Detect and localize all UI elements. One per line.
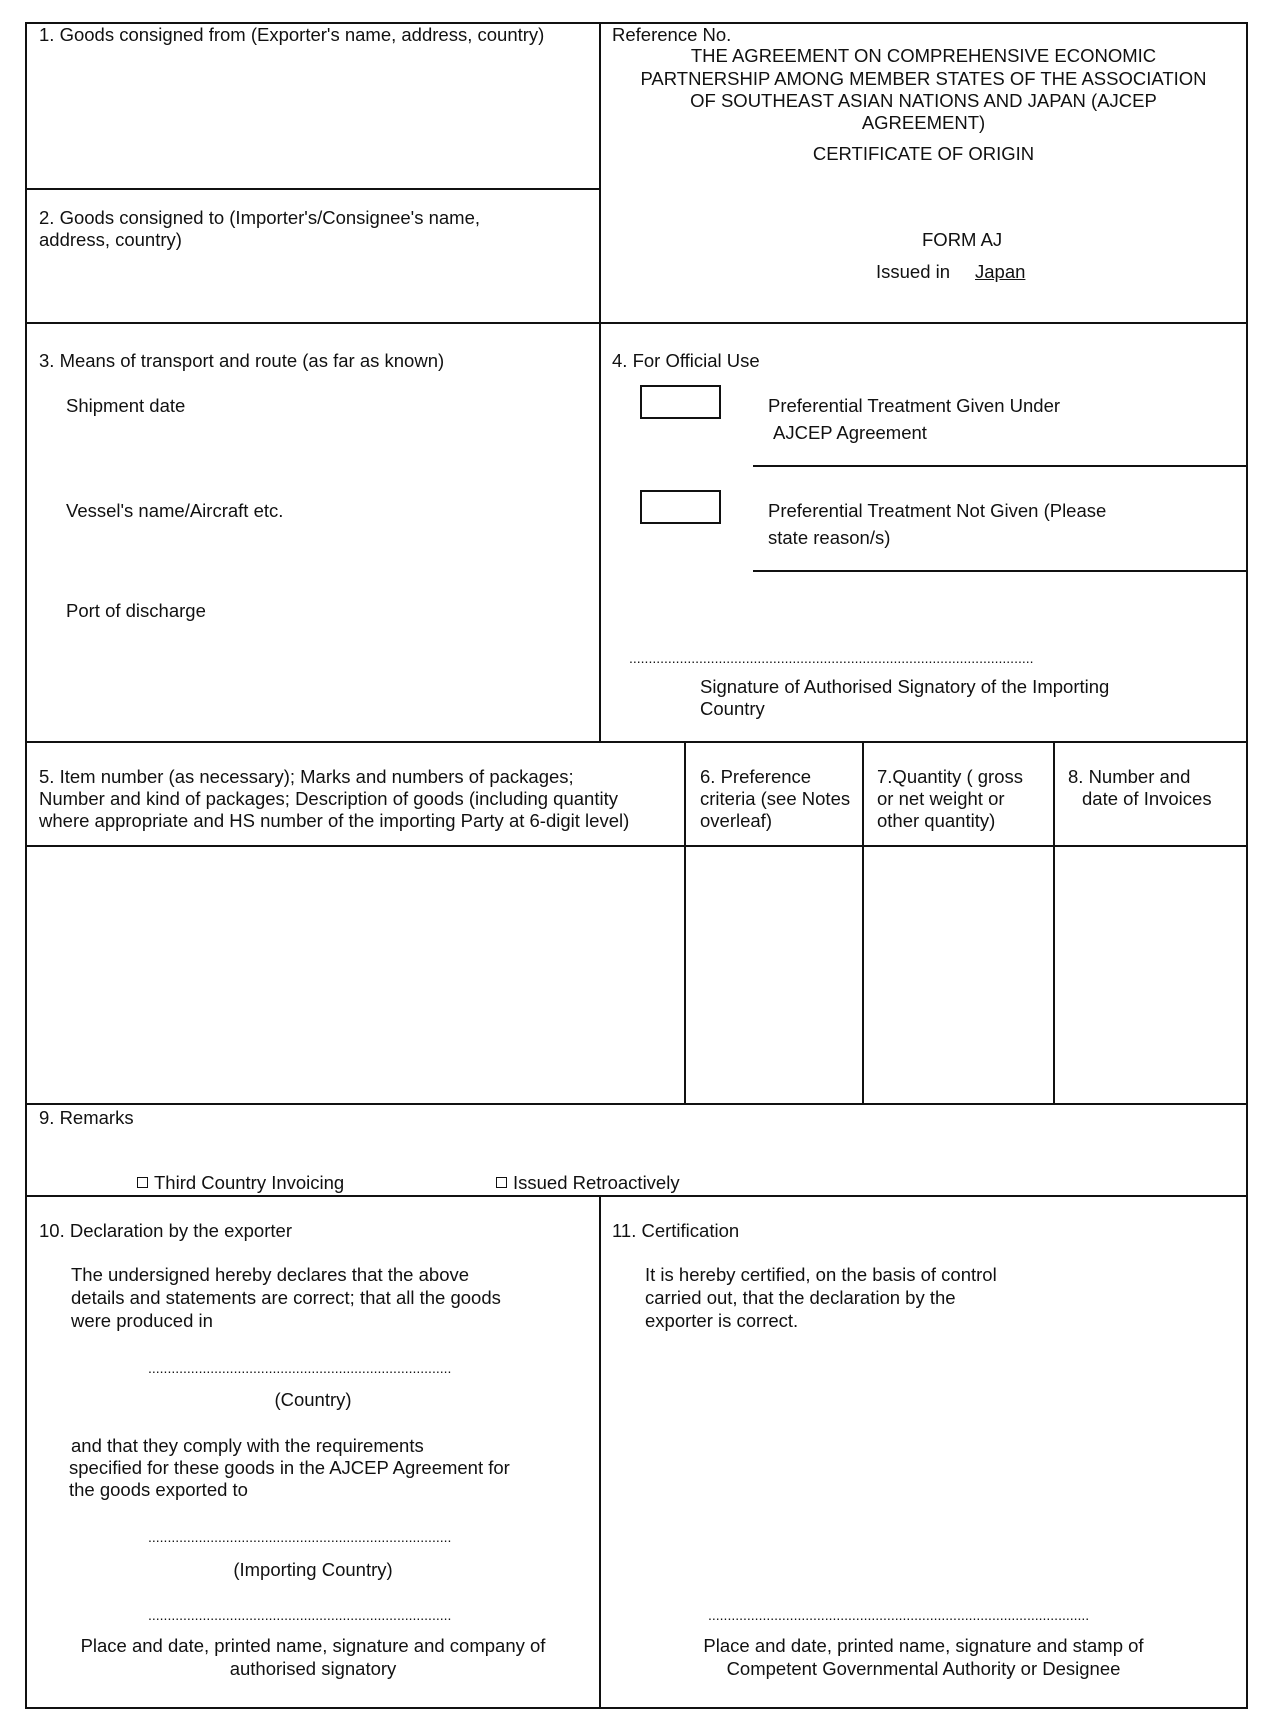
consignee-label-line1: 2. Goods consigned to (Importer's/Consignee's name, — [39, 207, 481, 228]
importing-signature-dots[interactable]: ........................................................................................................ — [629, 651, 1034, 665]
importing-signature-line2: Country — [700, 698, 765, 719]
agreement-title-line1: THE AGREEMENT ON COMPREHENSIVE ECONOMIC — [690, 45, 1157, 66]
form-name: FORM AJ — [922, 229, 1003, 250]
declaration-para2-line1: and that they comply with the requirements — [71, 1435, 424, 1456]
importing-signature-line1: Signature of Authorised Signatory of the Importing — [700, 676, 1110, 697]
checkbox-retroactive-icon[interactable] — [496, 1177, 507, 1188]
col8-line1: 8. Number and — [1068, 766, 1191, 787]
country-caption: (Country) — [274, 1389, 352, 1410]
divider-row2 — [25, 322, 1248, 324]
col5-line1: 5. Item number (as necessary); Marks and numbers of packages; — [39, 766, 574, 787]
divider-option-not-given — [753, 570, 1248, 572]
agreement-title-line3: OF SOUTHEAST ASIAN NATIONS AND JAPAN (AJCEP — [690, 90, 1157, 111]
official-use-label: 4. For Official Use — [612, 350, 760, 371]
goods-cell-preference[interactable] — [686, 847, 862, 1103]
border-bottom — [25, 1707, 1248, 1709]
issued-in-value: Japan — [975, 261, 1026, 282]
certification-para-line2: carried out, that the declaration by the — [645, 1287, 956, 1308]
vessel-label[interactable]: Vessel's name/Aircraft etc. — [66, 500, 284, 521]
declaration-label: 10. Declaration by the exporter — [39, 1220, 292, 1241]
importing-country-dots[interactable]: .............................................................................. — [148, 1530, 452, 1544]
col6-line3: overleaf) — [700, 810, 772, 831]
retroactive-label: Issued Retroactively — [513, 1172, 680, 1193]
declaration-para2-line3: the goods exported to — [69, 1479, 248, 1500]
authority-signature-line2: Competent Governmental Authority or Designee — [726, 1658, 1121, 1679]
exporter-signature-dots[interactable]: .............................................................................. — [148, 1608, 452, 1622]
declaration-para1-line2: details and statements are correct; that all the goods — [71, 1287, 501, 1308]
divider-box1-box2 — [25, 188, 601, 190]
exporter-signature-line2: authorised signatory — [229, 1658, 397, 1679]
exporter-signature-line1: Place and date, printed name, signature and company of — [80, 1635, 546, 1656]
port-of-discharge-label[interactable]: Port of discharge — [66, 600, 206, 621]
divider-bottom-middle — [599, 1195, 601, 1709]
importing-country-caption: (Importing Country) — [233, 1559, 393, 1580]
country-dots[interactable]: .............................................................................. — [148, 1361, 452, 1375]
agreement-title-line2: PARTNERSHIP AMONG MEMBER STATES OF THE ASSOCIATION — [640, 68, 1207, 89]
consignee-label-line2: address, country) — [39, 229, 182, 250]
goods-cell-quantity[interactable] — [864, 847, 1053, 1103]
preferential-given-line1: Preferential Treatment Given Under — [768, 395, 1061, 416]
option-issued-retroactively[interactable] — [496, 1172, 680, 1194]
authority-signature-dots[interactable]: .................................................................................................. — [708, 1608, 1090, 1622]
divider-declaration — [25, 1195, 1248, 1197]
option-third-country-invoicing[interactable] — [137, 1172, 344, 1194]
col8-line2: date of Invoices — [1082, 788, 1212, 809]
third-country-label: Third Country Invoicing — [154, 1172, 345, 1193]
declaration-para1-line1: The undersigned hereby declares that the above — [71, 1264, 470, 1285]
checkbox-preferential-given[interactable] — [640, 385, 721, 419]
goods-cell-invoices[interactable] — [1055, 847, 1246, 1103]
goods-cell-description[interactable] — [27, 847, 684, 1103]
certification-para-line1: It is hereby certified, on the basis of control — [645, 1264, 997, 1285]
shipment-date-label[interactable]: Shipment date — [66, 395, 186, 416]
reference-no-label[interactable]: Reference No. — [612, 24, 732, 45]
preferential-given-line2: AJCEP Agreement — [773, 422, 927, 443]
divider-option-given — [753, 465, 1248, 467]
border-right — [1246, 22, 1248, 1709]
col5-line2: Number and kind of packages; Description of goods (including quantity — [39, 788, 618, 809]
col7-line1: 7.Quantity ( gross — [877, 766, 1024, 787]
authority-signature-line1: Place and date, printed name, signature and stamp of — [703, 1635, 1144, 1656]
certification-para-line3: exporter is correct. — [645, 1310, 799, 1331]
col7-line2: or net weight or — [877, 788, 1005, 809]
preferential-not-given-line2: state reason/s) — [768, 527, 891, 548]
col6-line1: 6. Preference — [700, 766, 812, 787]
exporter-label: 1. Goods consigned from (Exporter's name, address, country) — [39, 24, 545, 45]
preferential-not-given-line1: Preferential Treatment Not Given (Please — [768, 500, 1107, 521]
checkbox-third-country-icon[interactable] — [137, 1177, 148, 1188]
divider-remarks — [25, 1103, 1248, 1105]
divider-row3 — [25, 741, 1248, 743]
issued-in-label: Issued in — [876, 261, 951, 282]
certificate-title: CERTIFICATE OF ORIGIN — [812, 143, 1035, 164]
col5-line3: where appropriate and HS number of the importing Party at 6-digit level) — [39, 810, 630, 831]
col7-line3: other quantity) — [877, 810, 996, 831]
transport-label: 3. Means of transport and route (as far as known) — [39, 350, 445, 371]
remarks-label: 9. Remarks — [39, 1107, 134, 1128]
declaration-para2-line2: specified for these goods in the AJCEP Agreement for — [69, 1457, 510, 1478]
col6-line2: criteria (see Notes — [700, 788, 851, 809]
declaration-para1-line3: were produced in — [71, 1310, 213, 1331]
certification-label: 11. Certification — [612, 1220, 740, 1241]
agreement-title-line4: AGREEMENT) — [861, 112, 986, 133]
checkbox-preferential-not-given[interactable] — [640, 490, 721, 524]
